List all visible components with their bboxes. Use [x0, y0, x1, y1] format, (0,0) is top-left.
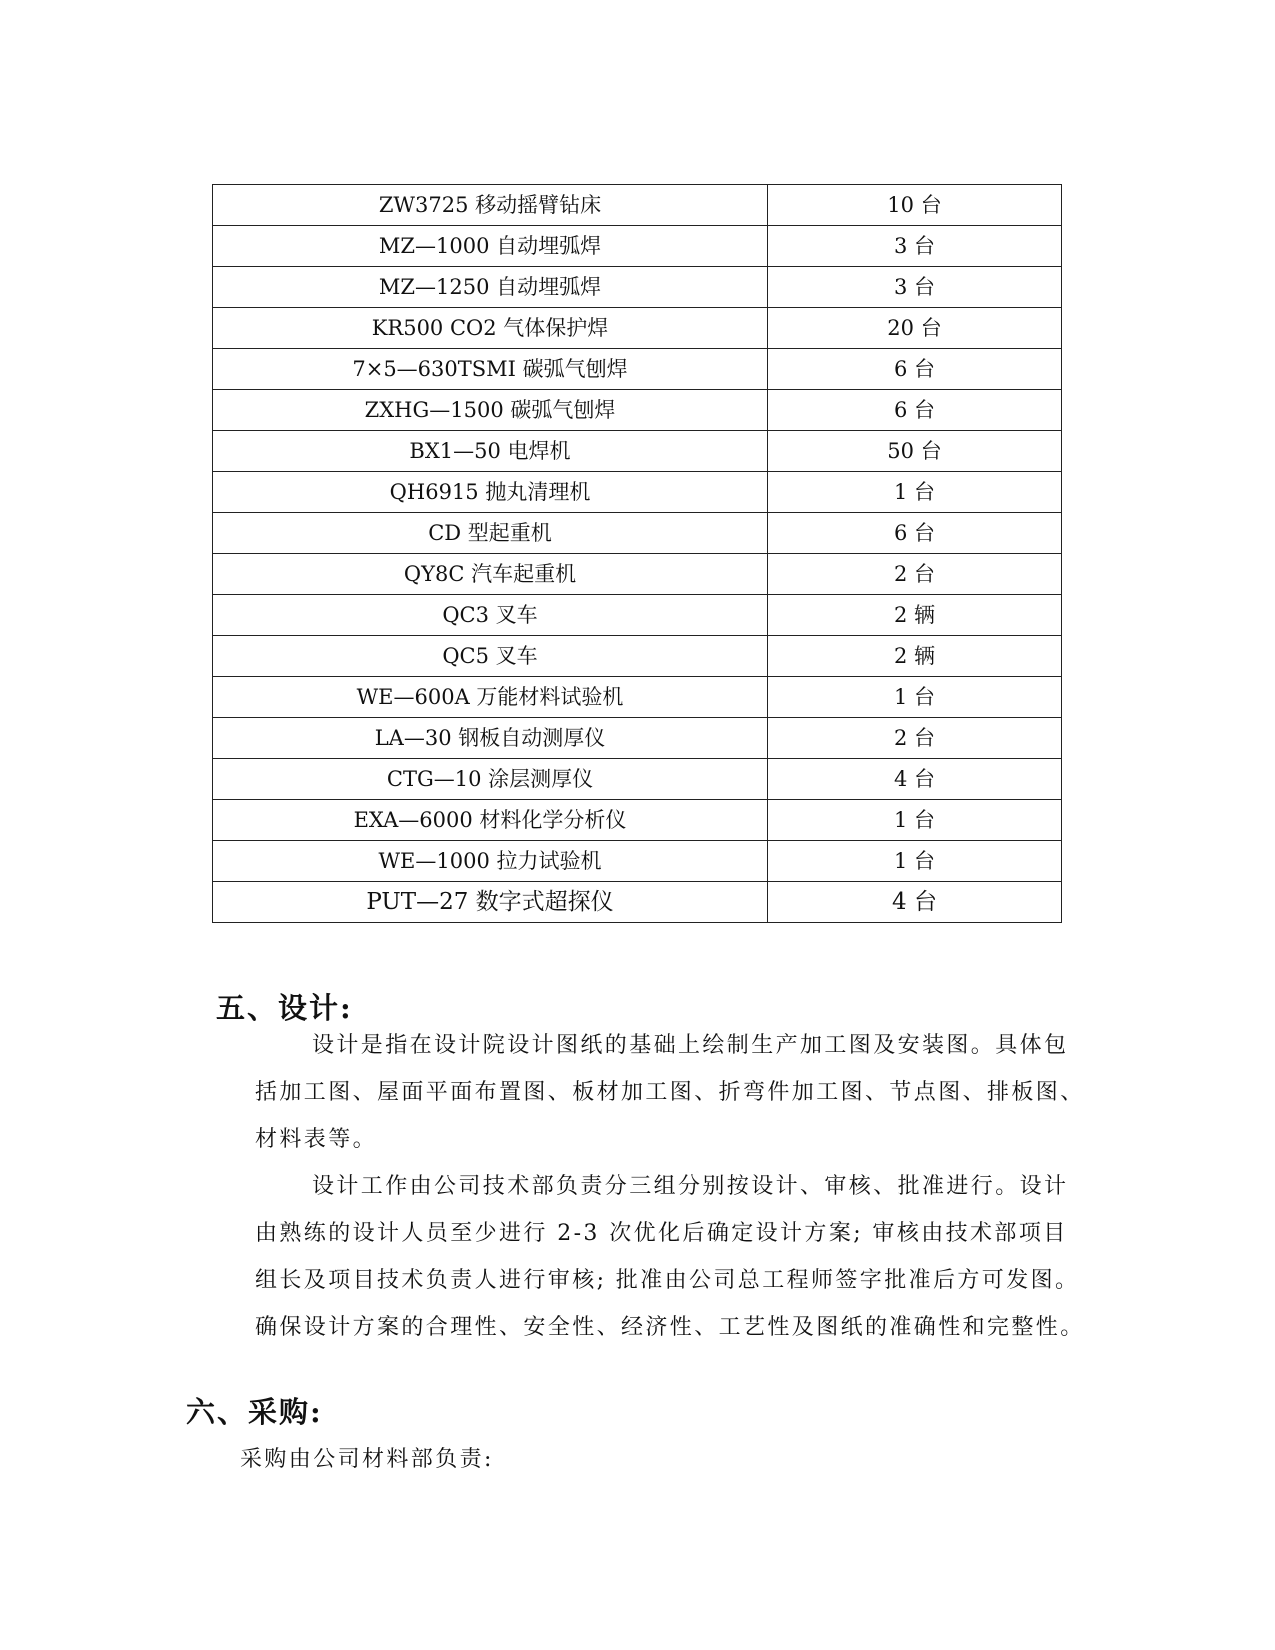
equipment-name-cell: QH6915 抛丸清理机: [213, 472, 768, 513]
section-5-paragraph-2-line-1: 设计工作由公司技术部负责分三组分别按设计、审核、批准进行。设计: [312, 1174, 1069, 1199]
equipment-quantity-cell: 4 台: [768, 882, 1062, 923]
equipment-quantity-cell: 1 台: [768, 472, 1062, 513]
equipment-quantity-cell: 4 台: [768, 759, 1062, 800]
equipment-name-cell: KR500 CO2 气体保护焊: [213, 308, 768, 349]
equipment-name-cell: QC3 叉车: [213, 595, 768, 636]
equipment-name-cell: MZ—1250 自动埋弧焊: [213, 267, 768, 308]
table-row: [213, 349, 1062, 390]
equipment-name-cell: PUT—27 数字式超探仪: [213, 882, 768, 923]
equipment-quantity-cell: 2 台: [768, 718, 1062, 759]
table-row: [213, 226, 1062, 267]
section-5-paragraph-2-line-4: 确保设计方案的合理性、安全性、经济性、工艺性及图纸的准确性和完整性。: [255, 1315, 1085, 1340]
equipment-quantity-cell: 6 台: [768, 349, 1062, 390]
table-row: [213, 554, 1062, 595]
table-row: [213, 185, 1062, 226]
equipment-quantity-cell: 10 台: [768, 185, 1062, 226]
equipment-quantity-cell: 6 台: [768, 513, 1062, 554]
section-6-heading: 六、采购:: [186, 1395, 323, 1429]
equipment-table-body: [213, 185, 1062, 923]
equipment-name-cell: 7×5—630TSMI 碳弧气刨焊: [213, 349, 768, 390]
equipment-name-cell: LA—30 钢板自动测厚仪: [213, 718, 768, 759]
equipment-quantity-cell: 1 台: [768, 677, 1062, 718]
equipment-quantity-cell: 2 台: [768, 554, 1062, 595]
equipment-quantity-cell: 1 台: [768, 800, 1062, 841]
table-row: [213, 267, 1062, 308]
equipment-name-cell: ZXHG—1500 碳弧气刨焊: [213, 390, 768, 431]
table-row: [213, 677, 1062, 718]
table-row: [213, 595, 1062, 636]
equipment-name-cell: EXA—6000 材料化学分析仪: [213, 800, 768, 841]
equipment-table: [212, 184, 1062, 923]
table-row: [213, 841, 1062, 882]
equipment-quantity-cell: 6 台: [768, 390, 1062, 431]
equipment-quantity-cell: 3 台: [768, 267, 1062, 308]
section-6-paragraph-line-1: 采购由公司材料部负责:: [240, 1447, 494, 1472]
table-row: [213, 882, 1062, 923]
equipment-name-cell: QY8C 汽车起重机: [213, 554, 768, 595]
section-5-paragraph-1-line-3: 材料表等。: [255, 1127, 378, 1152]
equipment-quantity-cell: 1 台: [768, 841, 1062, 882]
equipment-name-cell: BX1—50 电焊机: [213, 431, 768, 472]
equipment-quantity-cell: 50 台: [768, 431, 1062, 472]
section-5-paragraph-1-line-2: 括加工图、屋面平面布置图、板材加工图、折弯件加工图、节点图、排板图、: [255, 1080, 1085, 1105]
table-row: [213, 308, 1062, 349]
equipment-name-cell: WE—600A 万能材料试验机: [213, 677, 768, 718]
equipment-name-cell: CD 型起重机: [213, 513, 768, 554]
section-5-paragraph-1-line-1: 设计是指在设计院设计图纸的基础上绘制生产加工图及安装图。具体包: [312, 1033, 1069, 1058]
equipment-quantity-cell: 2 辆: [768, 636, 1062, 677]
table-row: [213, 390, 1062, 431]
equipment-name-cell: ZW3725 移动摇臂钻床: [213, 185, 768, 226]
table-row: [213, 431, 1062, 472]
equipment-quantity-cell: 20 台: [768, 308, 1062, 349]
equipment-name-cell: QC5 叉车: [213, 636, 768, 677]
table-row: [213, 800, 1062, 841]
table-row: [213, 513, 1062, 554]
section-5-paragraph-2-line-3: 组长及项目技术负责人进行审核; 批准由公司总工程师签字批准后方可发图。: [255, 1268, 1080, 1293]
equipment-name-cell: CTG—10 涂层测厚仪: [213, 759, 768, 800]
table-row: [213, 636, 1062, 677]
equipment-name-cell: WE—1000 拉力试验机: [213, 841, 768, 882]
section-5-heading: 五、设计:: [216, 991, 353, 1025]
table-row: [213, 718, 1062, 759]
section-5-paragraph-2-line-2: 由熟练的设计人员至少进行 2-3 次优化后确定设计方案; 审核由技术部项目: [255, 1221, 1068, 1246]
equipment-quantity-cell: 3 台: [768, 226, 1062, 267]
table-row: [213, 759, 1062, 800]
equipment-name-cell: MZ—1000 自动埋弧焊: [213, 226, 768, 267]
equipment-quantity-cell: 2 辆: [768, 595, 1062, 636]
table-row: [213, 472, 1062, 513]
